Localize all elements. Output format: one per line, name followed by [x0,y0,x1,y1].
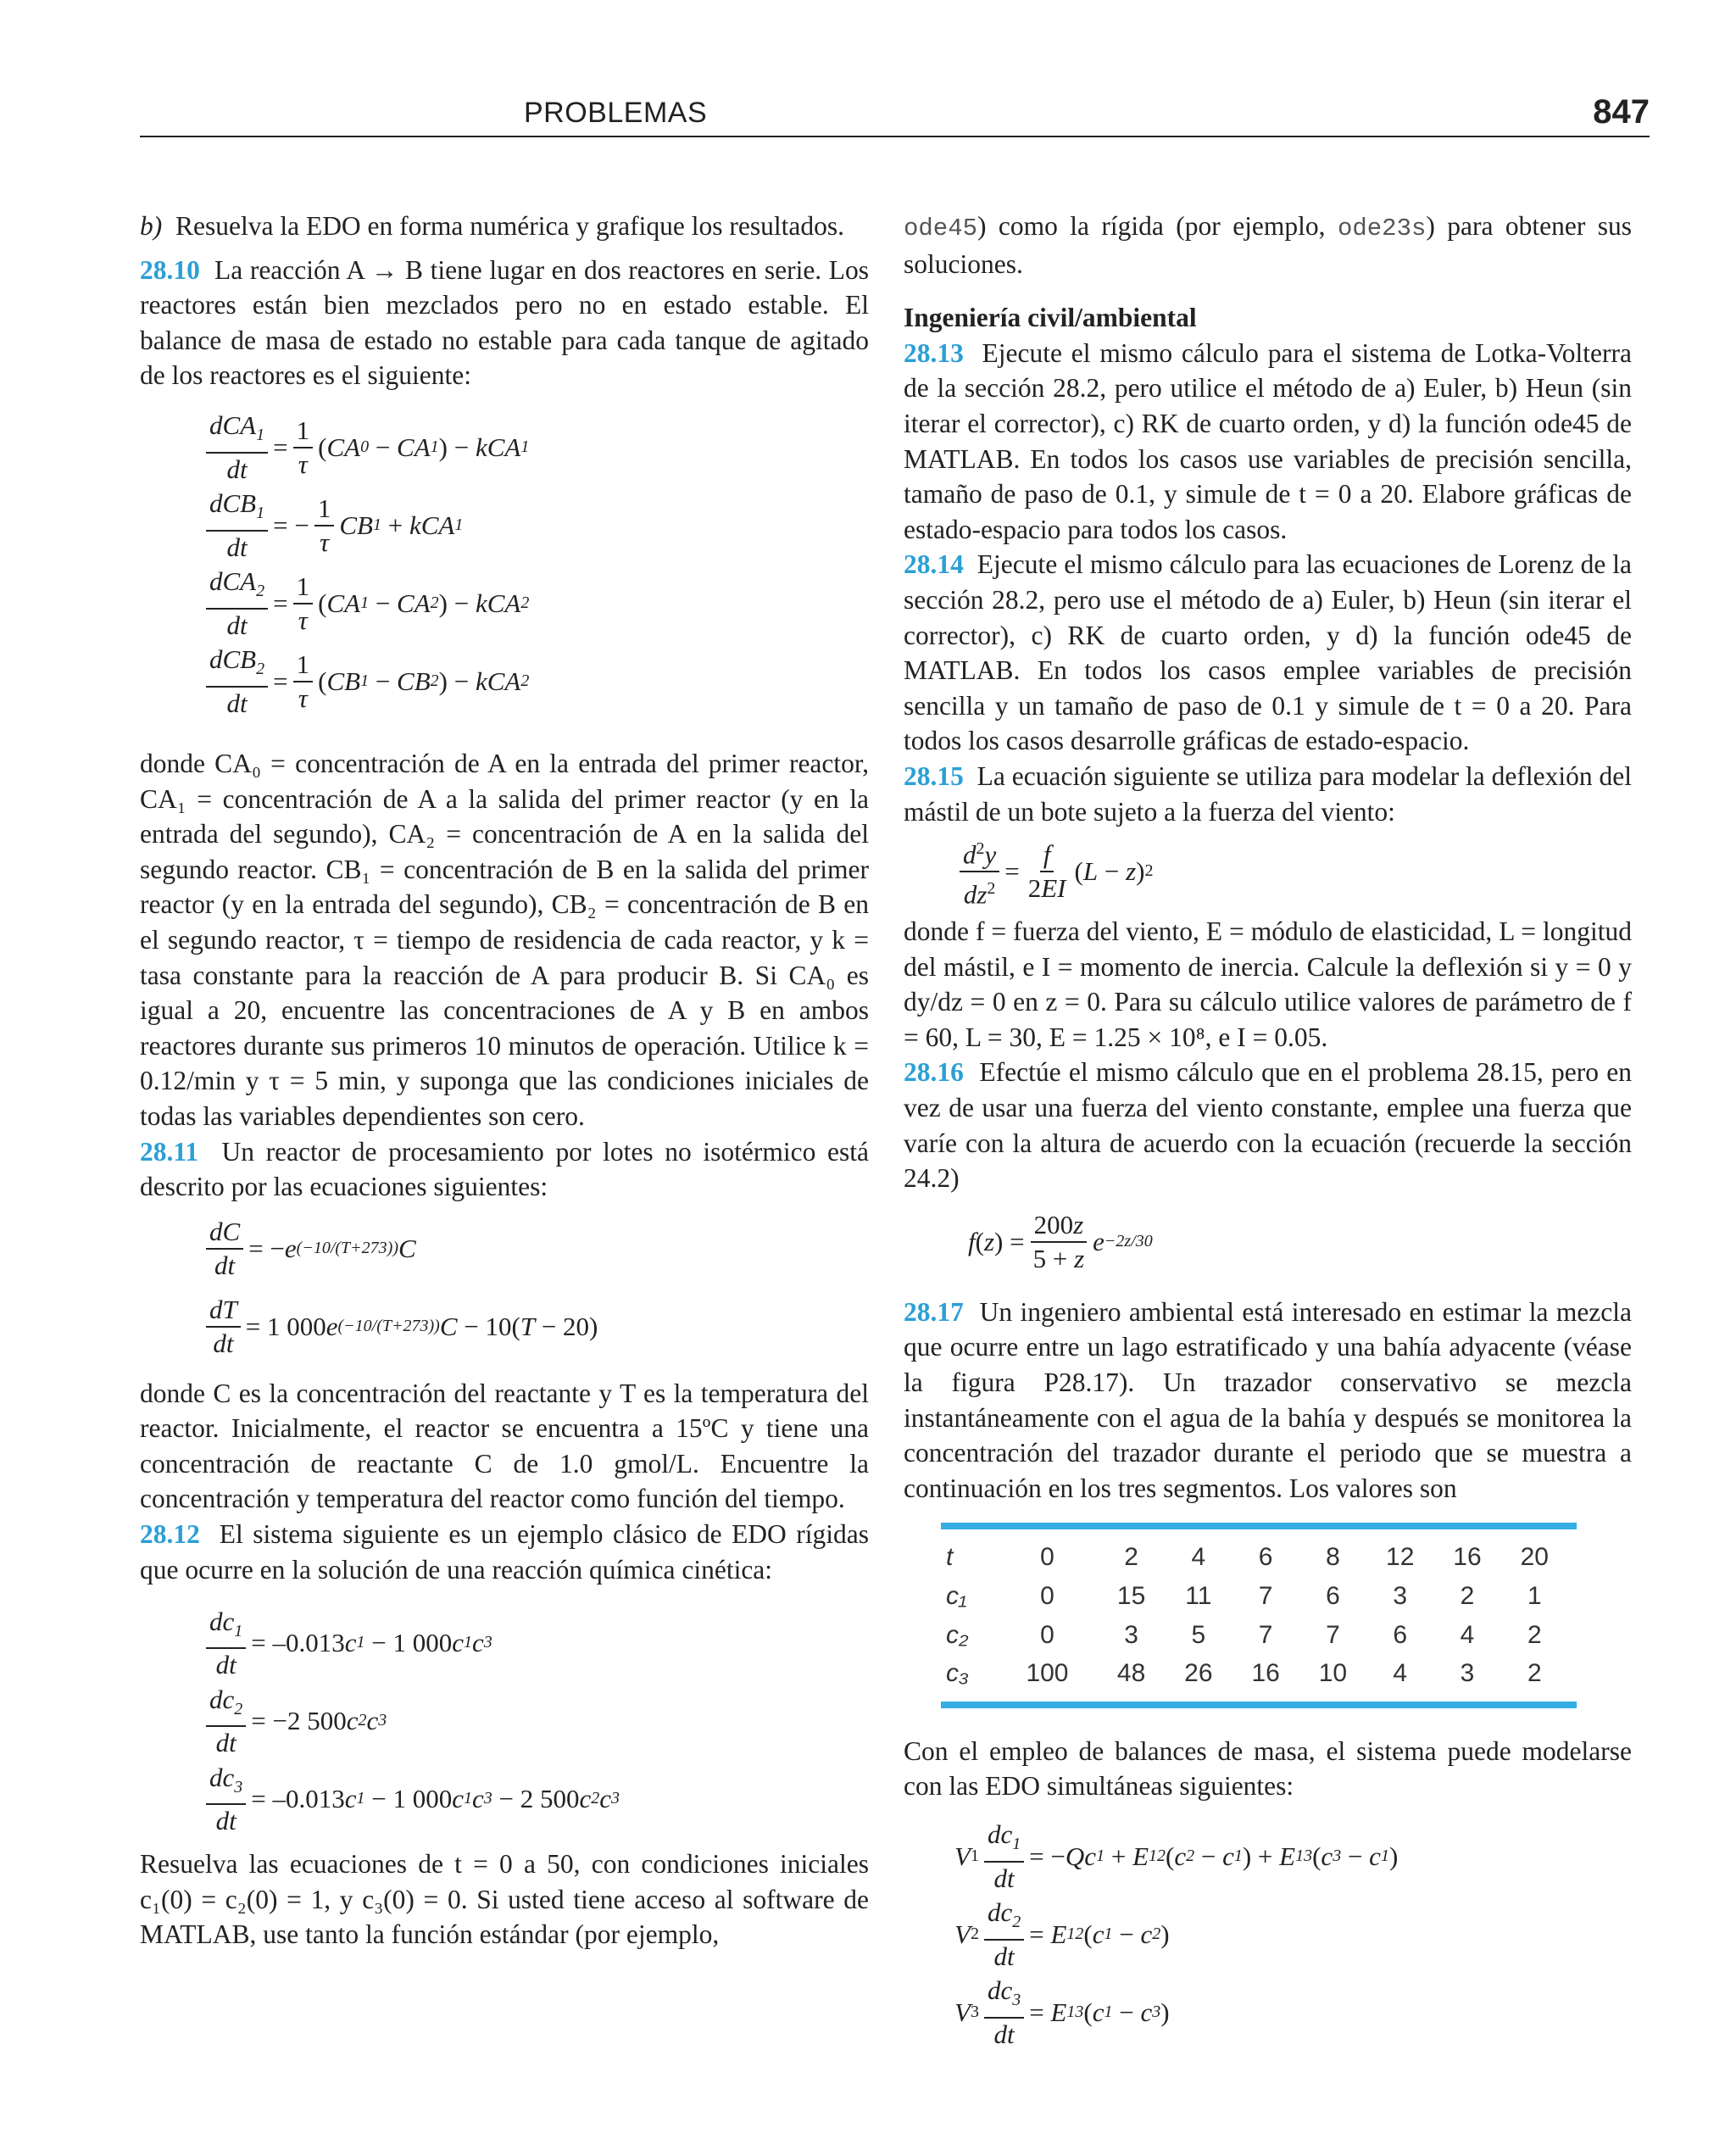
problem-text: Efectúe el mismo cálculo que en el problema 28.15, pero en vez de usar una fuerza del viento constante, emplee una fuerza que varíe con la altura de acuerdo con la ecuación (recuerde la sección 24.2) [904,1057,1632,1194]
table-cell: 48 [1116,1659,1146,1688]
equation-block-28-11 [201,1210,869,1366]
table-row [941,1538,1568,1577]
table-cell: 0 [1040,1582,1054,1610]
problem-28-13 [904,336,1632,548]
table-cell: 15 [1116,1582,1146,1610]
row-label: c₃ [946,1659,969,1688]
equation: $\frac{d^2y}{dz^2}$ = $\frac{f}{2EI}$ ( L − z ) 2 [954,833,1632,911]
table-cell: 1 [1527,1582,1542,1610]
code-ode23s: ode23s [1337,214,1427,242]
header-rule [140,136,1650,137]
table-cell: 6 [1258,1543,1273,1572]
problem-text: Un ingeniero ambiental está interesado en estimar la mezcla que ocurre entre un lago estratificado y una bahía adyacente (véase la figura P28.17). Un trazador conservativo se mezcla instantáneamente con el agua de la bahía y después se monitorea la concentración del trazador durante el periodo que se muestra a continuación en los tres segmentos. Los valores son [904,1296,1633,1503]
equation: V 3 $\frac{dc_3}{dt}$ = E 13 ( c 1 − c 3 ) [954,1975,1170,2049]
problem-28-11-where: donde C es la concentración del reactante y T es la temperatura del reactor. Inicialmente, el reactor se encuentra a 15ºC y tiene una concentración de reactante C de 1.0 gmol/L. Encuentre la concentración y temperatura del reactor como función del tiempo. [140,1378,869,1514]
table-cell: 11 [1185,1582,1212,1610]
problem-number: 28.10 [140,254,200,285]
table-cell: 16 [1251,1659,1280,1688]
table-row [941,1577,1568,1616]
table-cell: 2 [1527,1620,1542,1649]
equation: $\frac{dCA_1}{dt}$ = $\frac{1}{\tau}$ ( CA 0 − CA 1 ) − kCA 1 [201,409,869,487]
problem-text: La reacción A → B tiene lugar en dos reactores en serie. Los reactores están bien mezclados pero no en estado estable. El balance de masa de estado no estable para cada tanque de agitado de los reactores es el siguiente: [140,254,869,391]
problem-28-10-where: donde CA₀ = concentración de A en la entrada del primer reactor, CA₁ = concentración de A a la salida del primer reactor (y en la entrada del segundo), CA₂ = concentración de A en la salida del segundo reactor. CB₁ = concentración de B en la salida del primer reactor (y en la entrada del segundo), CB₂ = concentración de B en el segundo reactor, τ = tiempo de residencia de cada reactor, y k = tasa constante para la reacción de A para producir B. Si CA₀ es igual a 20, encuentre las concentraciones de A y B en ambos reactores durante sus primeros 10 minutos de operación. Utilice k = 0.12/min y τ = 5 min, y suponga que las condiciones iniciales de todas las variables dependientes son cero. [140,748,869,1131]
problem-text: Ejecute el mismo cálculo para el sistema de Lotka-Volterra de la sección 28.2, pero utilice el método de a) Euler, b) Heun (sin iterar el corrector), c) RK de cuarto orden, y d) la función ode45 de MATLAB. En todos los casos use variables de precisión sencilla, tamaño de paso de 0.1, y simule de t = 0 a 20. Elabore gráficas de estado-espacio para todos los casos. [904,337,1632,544]
equation-block-28-12 [201,1604,869,1838]
table-cell: 3 [1460,1659,1475,1688]
equation: $\frac{dT}{dt}$ = 1 000 e (−10/(T+273)) C − 10( T − 20) [201,1288,869,1366]
table-top-rule [941,1523,1577,1529]
left-column [140,209,869,1952]
table-cell: 100 [1026,1659,1069,1688]
table-cell: 12 [1386,1543,1415,1572]
equation: $\frac{dc_1}{dt}$ = –0.013 c 1 − 1 000 c 1 c 3 [201,1604,869,1682]
problem-28-17-after: Con el empleo de balances de masa, el sistema puede modelarse con las EDO simultáneas siguientes: [904,1735,1632,1802]
row-label: c₁ [946,1582,967,1610]
problem-text: Ejecute el mismo cálculo para las ecuaciones de Lorenz de la sección 28.2, pero use el método de a) Euler, b) Heun (sin iterar el corrector), c) RK de cuarto orden, y d) la función ode45 de MATLAB. En todos los casos emplee variables de precisión sencilla y un tamaño de paso de 0.1 y simule de t = 0 a 20. Para todos los casos desarrolle gráficas de estado-espacio. [904,549,1632,756]
problem-text: La ecuación siguiente se utiliza para modelar la deflexión del mástil de un bote sujeto a la fuerza del viento: [904,760,1632,827]
table-cell: 2 [1460,1582,1475,1610]
code-ode45: ode45 [904,214,978,242]
equation-block-28-10 [201,409,869,721]
table-cell: 16 [1453,1543,1482,1572]
problem-28-12-solve: Resuelva las ecuaciones de t = 0 a 50, con condiciones iniciales c₁(0) = c₂(0) = 1, y c₃(0) = 0. Si usted tiene acceso al software de MATLAB, use tanto la función estándar (por ejemplo, [140,1849,869,1950]
running-header: PROBLEMAS [524,97,708,129]
table-cell: 26 [1184,1659,1213,1688]
problem-number: 28.17 [904,1296,964,1327]
table-row [941,1654,1568,1693]
table-cell: 2 [1124,1543,1138,1572]
table-cell: 10 [1318,1659,1348,1688]
table-cell: 7 [1326,1620,1340,1649]
equation-block-28-15 [954,833,1632,911]
table-cell: 3 [1393,1582,1408,1610]
part-label: b) [140,211,163,241]
table-cell: 0 [1040,1543,1054,1572]
table-row [941,1616,1568,1655]
table-bottom-rule [941,1702,1577,1708]
row-label: t [946,1543,954,1572]
equation: $\frac{dC}{dt}$ = − e (−10/(T+273)) C [201,1210,869,1288]
equation: V 1 $\frac{dc_1}{dt}$ = − Qc 1 + E 12 ( c 2 − c 1 ) + E 13 ( c 3 − c 1 ) [954,1819,1399,1893]
problem-number: 28.13 [904,337,964,368]
part-text: Resuelva la EDO en forma numérica y grafique los resultados. [175,211,844,241]
equation: $\frac{dc_2}{dt}$ = −2 500 c 2 c 3 [201,1682,869,1760]
table-cell: 0 [1040,1620,1054,1649]
text-fragment: ) para obtener sus soluciones. [904,211,1632,279]
right-column [904,209,1632,2052]
equation: f ( z ) = $\frac{200z}{5 + z}$ e −2z/30 [968,1209,1153,1273]
table-cell: 7 [1258,1582,1273,1610]
table-cell: 4 [1460,1620,1475,1649]
equation: $\frac{dc_3}{dt}$ = –0.013 c 1 − 1 000 c 1 c 3 − 2 500 c 2 c 3 [201,1760,869,1838]
problem-28-12 [140,1517,869,1587]
problem-28-15-where: donde f = fuerza del viento, E = módulo de elasticidad, L = longitud del mástil, e I = momento de inercia. Calcule la deflexión si y = 0 y dy/dz = 0 en z = 0. Para su cálculo utilice valores de parámetro de f = 60, L = 30, E = 1.25 × 10⁸, e I = 0.05. [904,916,1632,1052]
table-cell: 7 [1258,1620,1273,1649]
problem-part-b [140,209,869,244]
problem-number: 28.12 [140,1519,200,1550]
equation-block-28-16 [968,1203,1632,1281]
table-cell: 2 [1527,1659,1542,1688]
problem-text: Un reactor de procesamiento por lotes no isotérmico está descrito por las ecuaciones siguientes: [140,1136,869,1202]
problem-28-15 [904,759,1632,829]
problem-28-11 [140,1134,869,1205]
section-heading: Ingeniería civil/ambiental [904,303,1197,333]
page-number: 847 [1593,93,1650,131]
row-label: c₂ [946,1620,969,1649]
table-cell: 6 [1326,1582,1340,1610]
problem-number: 28.14 [904,549,964,580]
equation: $\frac{dCB_2}{dt}$ = $\frac{1}{\tau}$ ( CB 1 − CB 2 ) − kCA 2 [201,643,869,721]
table-cell: 6 [1393,1620,1408,1649]
table-cell: 4 [1191,1543,1206,1572]
tracer-table [941,1538,1568,1692]
problem-28-17 [904,1295,1632,1507]
problem-text: El sistema siguiente es un ejemplo clásico de EDO rígidas que ocurre en la solución de una reacción química cinética: [140,1519,869,1585]
equation: $\frac{dCB_1}{dt}$ = − $\frac{1}{\tau}$ CB 1 + kCA 1 [201,487,869,565]
problem-28-10 [140,253,869,393]
table-cell: 5 [1191,1620,1206,1649]
problem-28-16 [904,1055,1632,1195]
table-cell: 4 [1393,1659,1408,1688]
table-cell: 20 [1520,1543,1549,1572]
problem-number: 28.16 [904,1057,964,1088]
equation: V 2 $\frac{dc_2}{dt}$ = E 12 ( c 1 − c 2 ) [954,1897,1170,1971]
problem-number: 28.11 [140,1136,199,1167]
table-cell: 8 [1326,1543,1340,1572]
table-cell: 3 [1124,1620,1138,1649]
data-table [941,1523,1577,1707]
problem-number: 28.15 [904,760,964,791]
equation: $\frac{dCA_2}{dt}$ = $\frac{1}{\tau}$ ( CA 1 − CA 2 ) − kCA 2 [201,565,869,643]
equation-block-28-17 [954,1818,1632,2052]
text-fragment: ) como la rígida (por ejemplo, [977,211,1326,241]
continuation-text [904,209,1632,281]
problem-28-14 [904,547,1632,759]
